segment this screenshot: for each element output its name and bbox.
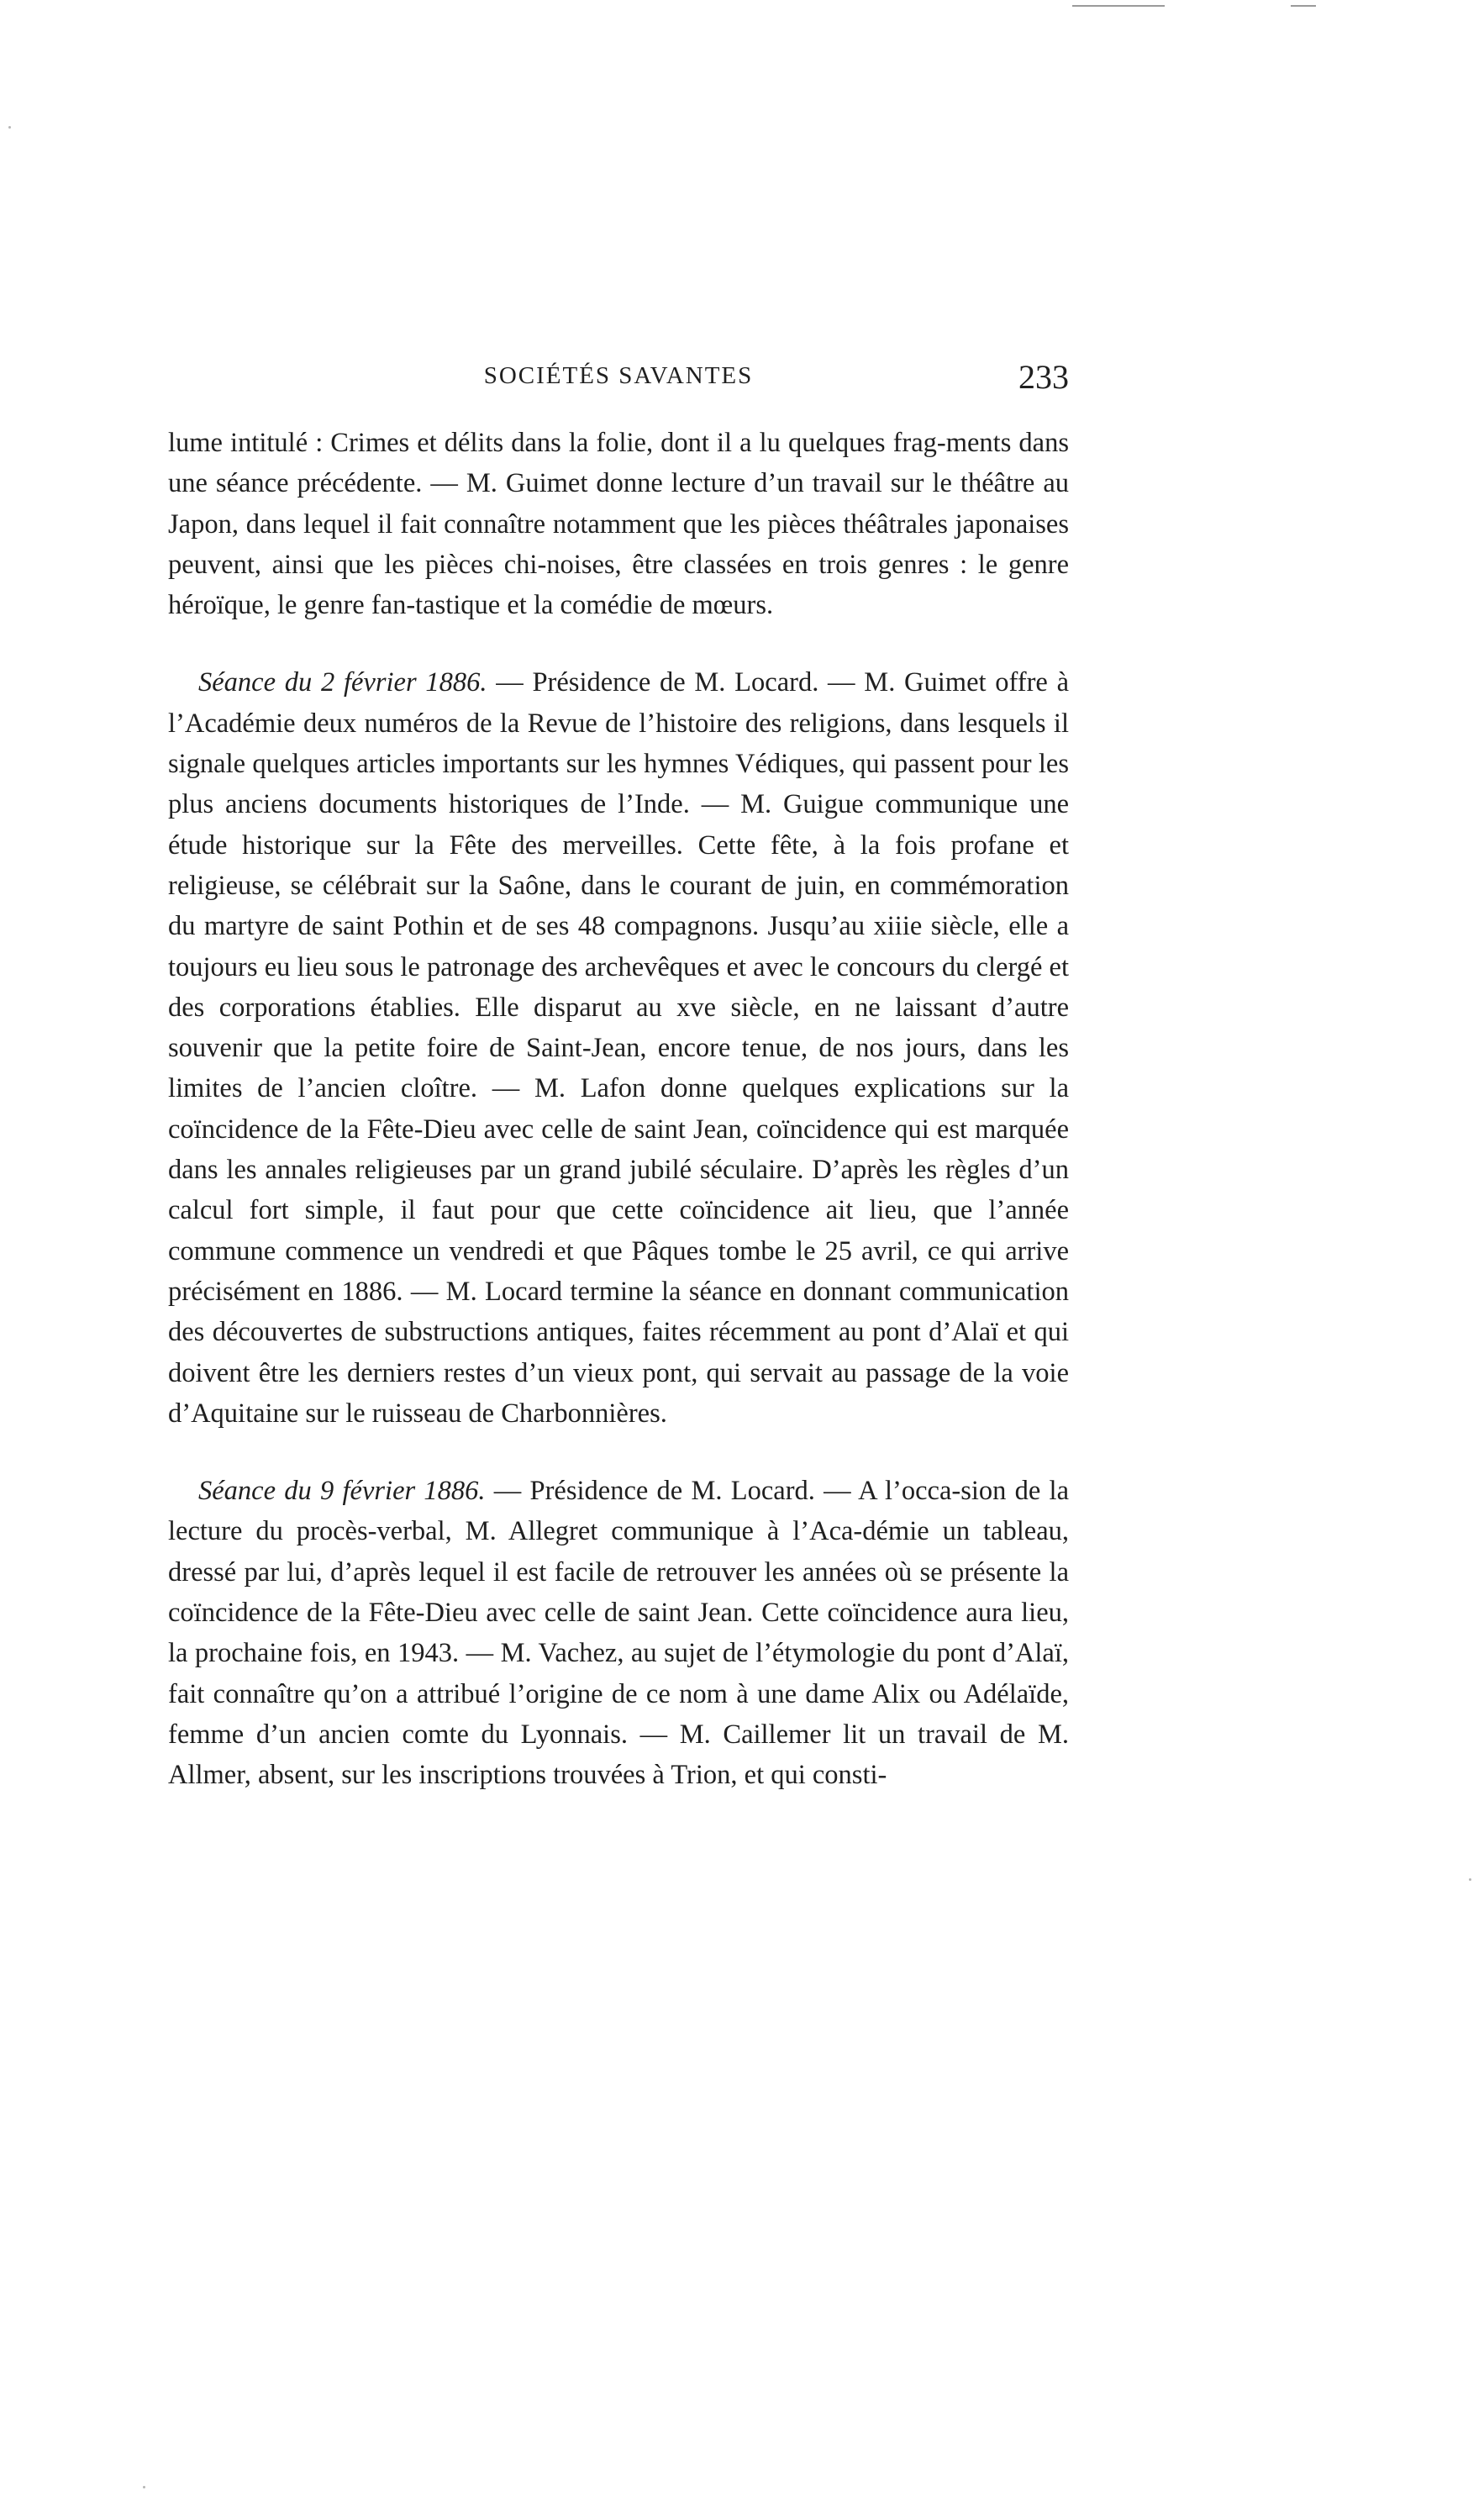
paragraph-text: — Présidence de M. Locard. — M. Guimet offre à l’Académie deux numéros de la Revue de l’histoire des religions, dans lesquels il signale quelques articles importants sur les hymnes Védiques, qui passent pour les plus anciens documents historiques de l’Inde. — M. Guigue communique une étude historique sur la Fête des merveilles. Cette fête, à la fois profane et religieuse, se célébrait sur la Saône, dans le courant de juin, en commémoration du martyre de saint Pothin et de ses 48 compagnons. Jusqu’au xiiie siècle, elle a toujours eu lieu sous le patronage des archevêques et avec le concours du clergé et des corporations établies. Elle disparut au xve siècle, en ne laissant d’autre souvenir que la petite foire de Saint-Jean, encore tenue, de nos jours, dans les limites de l’ancien cloître. — M. Lafon donne quelques explications sur la coïncidence de la Fête-Dieu avec celle de saint Jean, coïncidence qui est marquée dans les annales religieuses par un grand jubilé séculaire. D’après les règles d’un calcul fort simple, il faut pour que cette coïncidence ait lieu, que l’année commune commence un vendredi et que Pâques tombe le 25 avril, ce qui arrive précisément en 1886. — M. Locard termine la séance en donnant communication des découvertes de substructions antiques, faites récemment au pont d’Alaï et qui doivent être les derniers restes d’un vieux pont, qui servait au passage de la voie d’Aquitaine sur le ruisseau de Charbonnières. [168, 667, 1069, 1429]
body-text [168, 423, 1069, 1796]
page-number: 233 [1018, 358, 1069, 396]
page-header [168, 357, 1069, 408]
scan-edge-mark [1072, 5, 1165, 7]
scan-speck [8, 126, 11, 129]
scan-edge-mark [1291, 5, 1316, 7]
scan-speck [143, 2486, 145, 2488]
scan-speck [1469, 1878, 1471, 1881]
session-date: Séance du 9 février 1886. [198, 1476, 486, 1507]
paragraph-continuation [168, 423, 1069, 625]
paragraph-seance-2-fevrier [168, 662, 1069, 1434]
paragraph-text: lume intitulé : Crimes et délits dans la folie, dont il a lu quelques frag-ments dans une séance précédente. — M. Guimet donne lecture d’un travail sur le théâtre au Japon, dans lequel il fait connaître notamment que les pièces théâtrales japonaises peuvent, ainsi que les pièces chi-noises, être classées en trois genres : le genre héroïque, le genre fan-tastique et la comédie de mœurs. [168, 428, 1069, 621]
session-date: Séance du 2 février 1886. [198, 667, 487, 698]
running-head: SOCIÉTÉS SAVANTES [483, 362, 754, 389]
paragraph-text: — Présidence de M. Locard. — A l’occa-sion de la lecture du procès-verbal, M. Allegret communique à l’Aca-démie un tableau, dressé par lui, d’après lequel il est facile de retrouver les années où se présente la coïncidence de la Fête-Dieu avec celle de saint Jean. Cette coïncidence aura lieu, la prochaine fois, en 1943. — M. Vachez, au sujet de l’étymologie du pont d’Alaï, fait connaître qu’on a attribué l’origine de ce nom à une dame Alix ou Adélaïde, femme d’un ancien comte du Lyonnais. — M. Caillemer lit un travail de M. Allmer, absent, sur les inscriptions trouvées à Trion, et qui consti- [168, 1476, 1070, 1791]
paragraph-seance-9-fevrier [168, 1471, 1069, 1795]
